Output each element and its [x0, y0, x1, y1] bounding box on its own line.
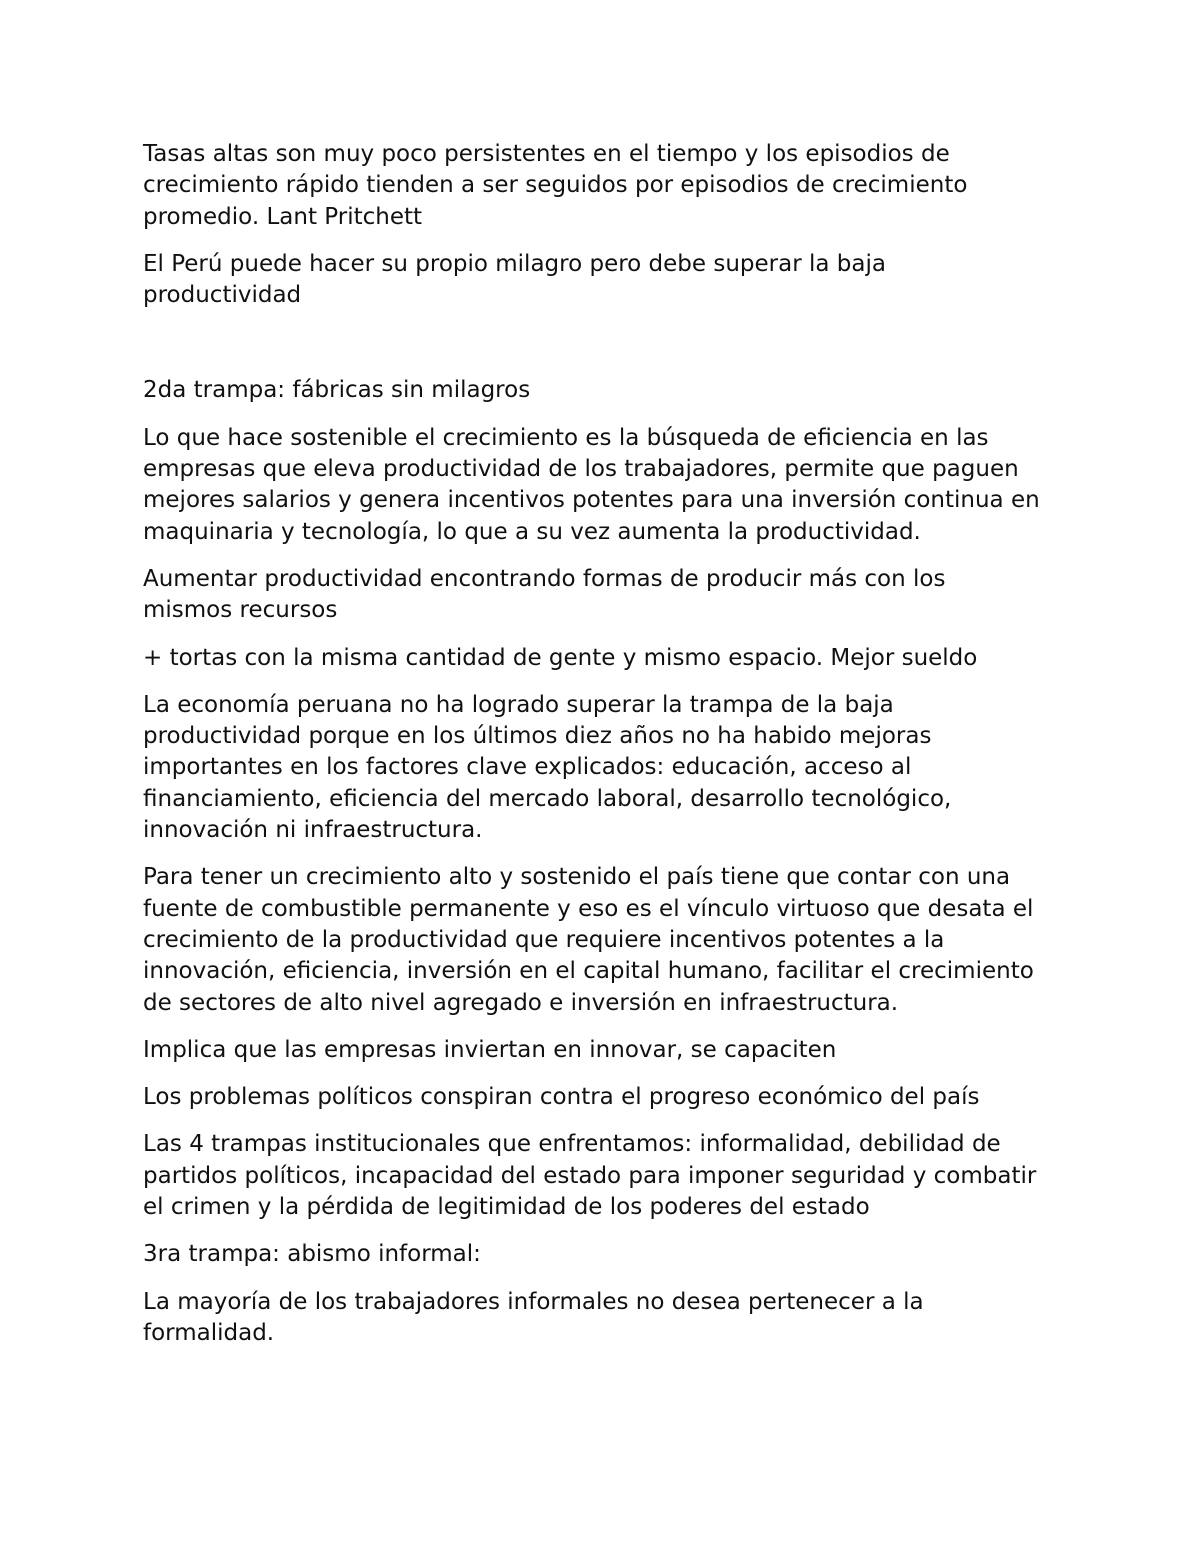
- text-line: crecimiento rápido tienden a ser seguidos por episodios de crecimiento: [143, 172, 968, 199]
- text-line: mismos recursos: [143, 597, 338, 624]
- paragraph-aumentar-productividad: [143, 564, 1078, 627]
- blank-line: [143, 327, 1078, 375]
- text-line: crecimiento de la productividad que requiere incentivos potentes a la: [143, 926, 945, 953]
- paragraph-economia-peruana: [143, 690, 1078, 846]
- text-line: Las 4 trampas institucionales que enfrentamos: informalidad, debilidad de: [143, 1131, 1001, 1158]
- paragraph-peru-milagro: [143, 249, 1078, 312]
- text-line: Aumentar productividad encontrando formas de producir más con los: [143, 565, 946, 592]
- text-line: 2da trampa: fábricas sin milagros: [143, 377, 531, 404]
- text-line: 3ra trampa: abismo informal:: [143, 1241, 481, 1268]
- text-line: Implica que las empresas inviertan en innovar, se capaciten: [143, 1036, 837, 1063]
- text-line: El Perú puede hacer su propio milagro pero debe superar la baja: [143, 250, 886, 277]
- text-line: innovación ni infraestructura.: [143, 817, 483, 844]
- text-line: + tortas con la misma cantidad de gente y mismo espacio. Mejor sueldo: [143, 644, 978, 671]
- heading-tercera-trampa: [143, 1239, 1078, 1270]
- paragraph-trampas-institucionales: [143, 1129, 1078, 1223]
- text-line: maquinaria y tecnología, lo que a su vez aumenta la productividad.: [143, 518, 921, 545]
- paragraph-crecimiento-sostenible: [143, 423, 1078, 548]
- document-body: [143, 139, 1078, 1365]
- text-line: formalidad.: [143, 1319, 275, 1346]
- text-line: productividad: [143, 282, 302, 309]
- text-line: Lo que hace sostenible el crecimiento es la búsqueda de eficiencia en las: [143, 424, 989, 451]
- text-line: fuente de combustible permanente y eso es el vínculo virtuoso que desata el: [143, 895, 1034, 922]
- paragraph-pritchett-quote: [143, 139, 1078, 233]
- text-line: productividad porque en los últimos diez años no ha habido mejoras: [143, 723, 932, 750]
- paragraph-implica: [143, 1035, 1078, 1066]
- text-line: partidos políticos, incapacidad del estado para imponer seguridad y combatir: [143, 1162, 1037, 1189]
- text-line: innovación, eficiencia, inversión en el capital humano, facilitar el crecimiento: [143, 958, 1034, 985]
- paragraph-crecimiento-alto: [143, 862, 1078, 1018]
- text-line: el crimen y la pérdida de legitimidad de los poderes del estado: [143, 1194, 870, 1221]
- text-line: de sectores de alto nivel agregado e inversión en infraestructura.: [143, 989, 899, 1016]
- text-line: Para tener un crecimiento alto y sostenido el país tiene que contar con una: [143, 864, 1011, 891]
- paragraph-trabajadores-informales: [143, 1287, 1078, 1350]
- text-line: importantes en los factores clave explicados: educación, acceso al: [143, 754, 912, 781]
- paragraph-tortas: [143, 643, 1078, 674]
- heading-segunda-trampa: [143, 375, 1078, 406]
- text-line: Tasas altas son muy poco persistentes en el tiempo y los episodios de: [143, 141, 950, 167]
- text-line: empresas que eleva productividad de los trabajadores, permite que paguen: [143, 456, 1019, 483]
- paragraph-problemas-politicos: [143, 1082, 1078, 1113]
- text-line: La economía peruana no ha logrado superar la trampa de la baja: [143, 691, 894, 718]
- text-line: financiamiento, eficiencia del mercado laboral, desarrollo tecnológico,: [143, 785, 952, 812]
- text-line: mejores salarios y genera incentivos potentes para una inversión continua en: [143, 487, 1040, 514]
- text-line: promedio. Lant Pritchett: [143, 203, 423, 230]
- text-line: La mayoría de los trabajadores informales no desea pertenecer a la: [143, 1288, 924, 1315]
- text-line: Los problemas políticos conspiran contra el progreso económico del país: [143, 1084, 980, 1111]
